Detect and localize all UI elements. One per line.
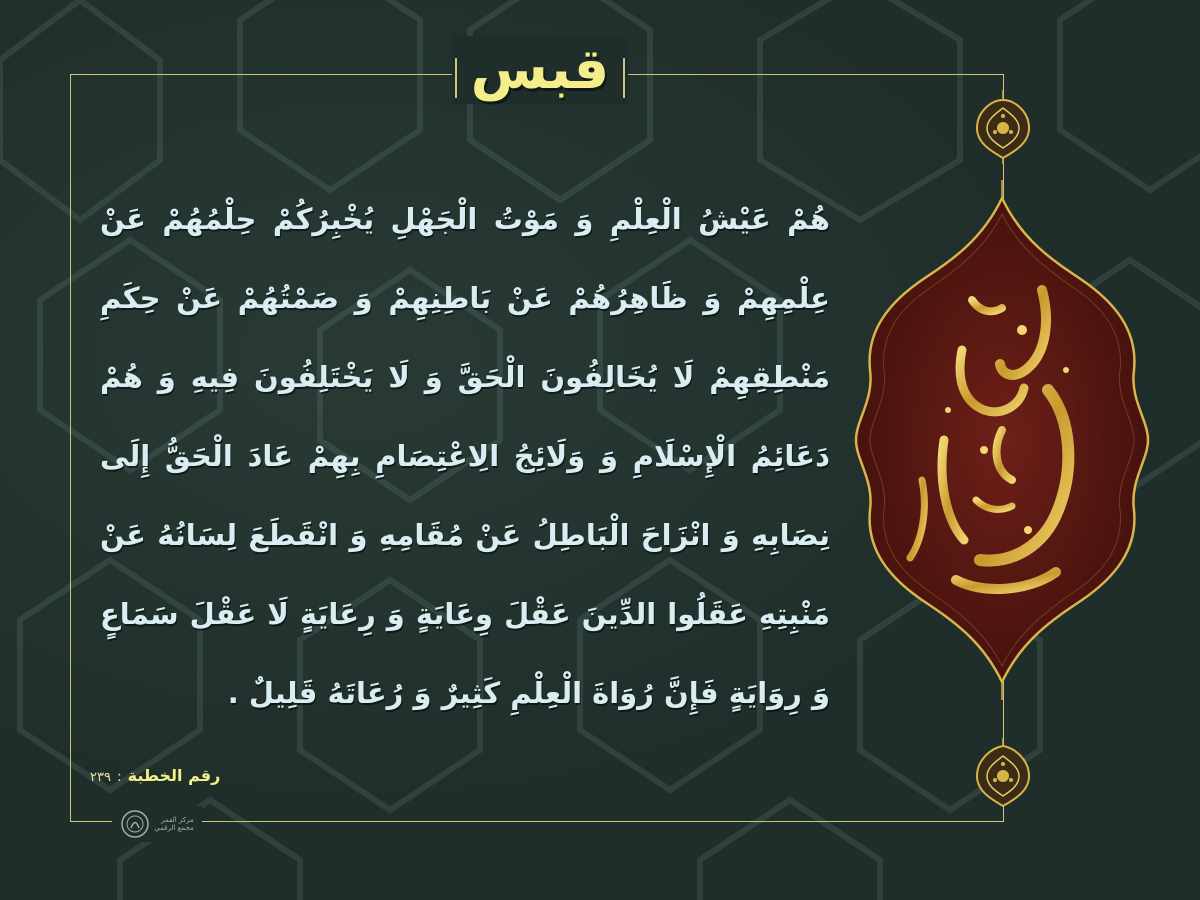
logo-caption: [154, 816, 193, 832]
sermon-value: ٢٣٩: [90, 770, 111, 785]
sermon-separator: :: [116, 769, 122, 785]
logo-line-2: مجمع الرقمي: [154, 824, 194, 832]
quote-text: هُمْ عَيْشُ الْعِلْمِ وَ مَوْتُ الْجَهْلِ يُخْبِرُكُمْ حِلْمُهُمْ عَنْ عِلْمِهِمْ وَ ظَاهِرُهُمْ عَنْ بَاطِنِهِمْ وَ صَمْتُهُمْ عَنْ حِكَمِ مَنْطِقِهِمْ لَا يُخَالِفُونَ الْحَقَّ وَ لَا يَخْتَلِفُونَ فِيهِ وَ هُمْ دَعَائِمُ الْإِسْلَامِ وَ وَلَائِجُ الِاعْتِصَامِ بِهِمْ عَادَ الْحَقُّ إِلَى نِصَابِهِ وَ انْزَاحَ الْبَاطِلُ عَنْ مُقَامِهِ وَ انْقَطَعَ لِسَانُهُ عَنْ مَنْبِتِهِ عَقَلُوا الدِّينَ عَقْلَ وِعَايَةٍ وَ رِعَايَةٍ لَا عَقْلَ سَمَاعٍ وَ رِوَايَةٍ فَإِنَّ رُوَاةَ الْعِلْمِ كَثِيرٌ وَ رُعَاتَهُ قَلِيلٌ .: [100, 202, 830, 710]
nahj-albalagha-emblem: [852, 180, 1152, 700]
ornament-top-icon: [973, 90, 1033, 164]
ornament-bottom-icon: [973, 738, 1033, 812]
title-divider-left: [455, 58, 457, 98]
page-title: قبس: [470, 37, 610, 102]
title-box: [452, 36, 628, 104]
logo-icon: [120, 809, 150, 839]
sermon-number: [90, 766, 220, 785]
logo-line-1: مركز القمر: [161, 816, 194, 824]
sermon-label: رقم الخطبة: [127, 766, 221, 785]
logo: [112, 806, 202, 842]
title-divider-right: [623, 58, 625, 98]
